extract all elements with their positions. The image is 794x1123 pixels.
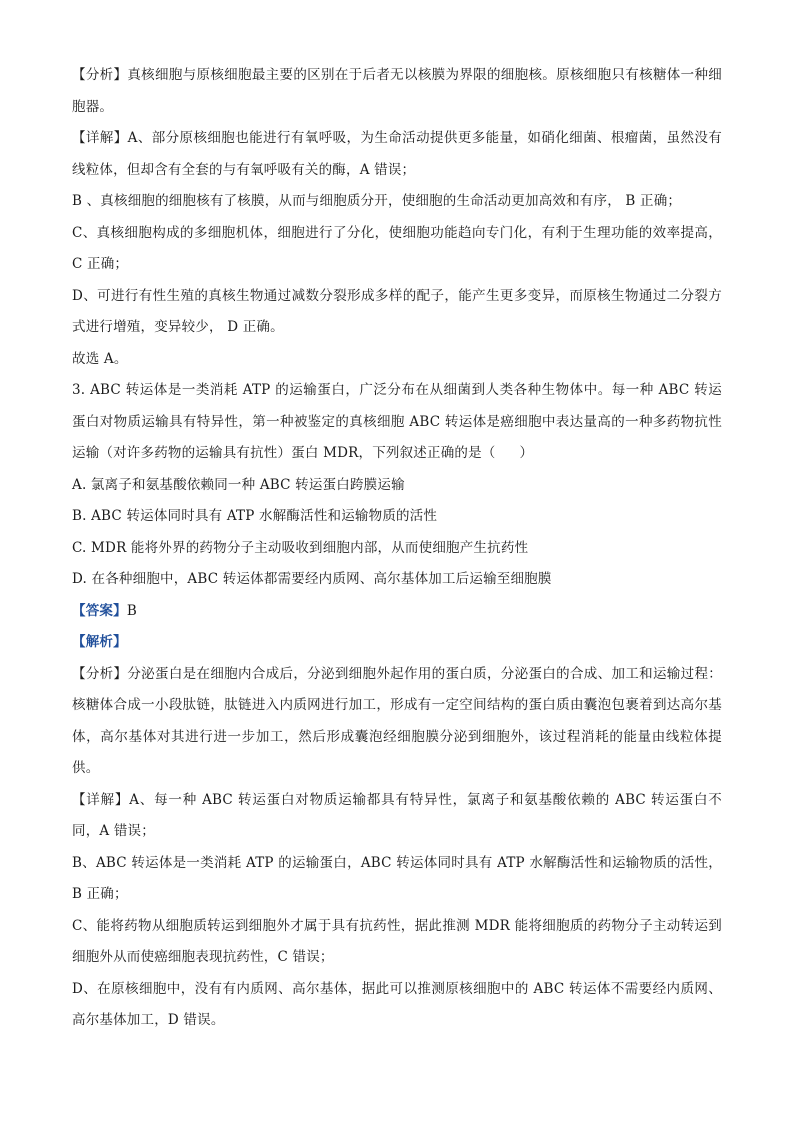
question3-explain [72,627,722,659]
detail-tag-2: 【详解】 [72,791,130,808]
question3-option-b: B. ABC 转运体同时具有 ATP 水解酶活性和运输物质的活性 [72,508,438,524]
section1-analysis [72,60,722,123]
answer-tag: 【答案】 [72,602,127,619]
section2-detail-c: C、能将药物从细胞质转运到细胞外才属于具有抗药性，据此推测 MDR 能将细胞质的药物分子主动转运到细胞外从而使癌细胞表现抗药性，C 错误； [72,917,722,965]
question3-option-d: D. 在各种细胞中，ABC 转运体都需要经内质网、高尔基体加工后运输至细胞膜 [72,571,552,587]
analysis-tag-2: 【分析】 [72,665,128,682]
analysis-text: 真核细胞与原核细胞最主要的区别在于后者无以核膜为界限的细胞核。原核细胞只有核糖体一种细胞器。 [72,67,722,115]
answer-value: B [126,602,137,619]
detail-a-text: A、部分原核细胞也能进行有氧呼吸，为生命活动提供更多能量，如硝化细菌、根瘤菌，虽然没有线粒体，但却含有全套的与有氧呼吸有关的酶，A 错误； [72,130,722,178]
analysis-tag: 【分析】 [72,67,128,83]
section2-detail-a [72,785,722,848]
question3-stem [72,375,722,470]
detail-a-text-2: A、每一种 ABC 转运蛋白对物质运输都具有特异性，氯离子和氨基酸依赖的 ABC 转运蛋白不同，A 错误； [72,791,722,839]
question3-stem-text: 3. ABC 转运体是一类消耗 ATP 的运输蛋白，广泛分布在从细菌到人类各种生物体中。每一种 ABC 转运蛋白对物质运输具有特异性，第一种被鉴定的真核细胞 ABC 转运体是癌细胞中表达量高的一种多药物抗性运输（对许多药物的运输具有抗性）蛋白 MDR，下列叙述正确的是（ [72,382,722,461]
question3-option-c: C. MDR 能将外界的药物分子主动吸收到细胞内部，从而使细胞产生抗药性 [72,539,529,556]
section1-conclusion: 故选 A。 [72,350,128,367]
question3-option-a: A. 氯离子和氨基酸依赖同一种 ABC 转运蛋白跨膜运输 [72,476,405,493]
section2-detail-b: B、ABC 转运体是一类消耗 ATP 的运输蛋白，ABC 转运体同时具有 ATP 水解酶活性和运输物质的活性，B 正确； [72,854,722,902]
section1-detail-d: D、可进行有性生殖的真核生物通过减数分裂形成多样的配子，能产生更多变异，而原核生物通过二分裂方式进行增殖，变异较少， D 正确。 [72,287,722,335]
section1-detail-a [72,123,722,186]
section1-detail-b: B 、真核细胞的细胞核有了核膜，从而与细胞质分开，使细胞的生命活动更加高效和有序， B 正确； [72,193,682,209]
document-content [72,60,722,1037]
detail-tag: 【详解】 [72,130,128,146]
section1-detail-c: C、真核细胞构成的多细胞机体，细胞进行了分化，使细胞功能趋向专门化，有利于生理功能的效率提高，C 正确； [72,224,722,272]
question3-stem-end: ） [519,445,534,461]
question3-answer [72,596,722,628]
explain-tag: 【解析】 [72,634,127,650]
analysis-text-2: 分泌蛋白是在细胞内合成后，分泌到细胞外起作用的蛋白质，分泌蛋白的合成、加工和运输过程：核糖体合成一小段肽链，肽链进入内质网进行加工，形成有一定空间结构的蛋白质由囊泡包裹着到达高尔基体，高尔基体对其进行进一步加工，然后形成囊泡经细胞膜分泌到细胞外，该过程消耗的能量由线粒体提供。 [72,665,722,776]
section2-analysis [72,659,722,785]
section2-detail-d: D、在原核细胞中，没有有内质网、高尔基体，据此可以推测原核细胞中的 ABC 转运体不需要经内质网、高尔基体加工，D 错误。 [72,980,722,1028]
